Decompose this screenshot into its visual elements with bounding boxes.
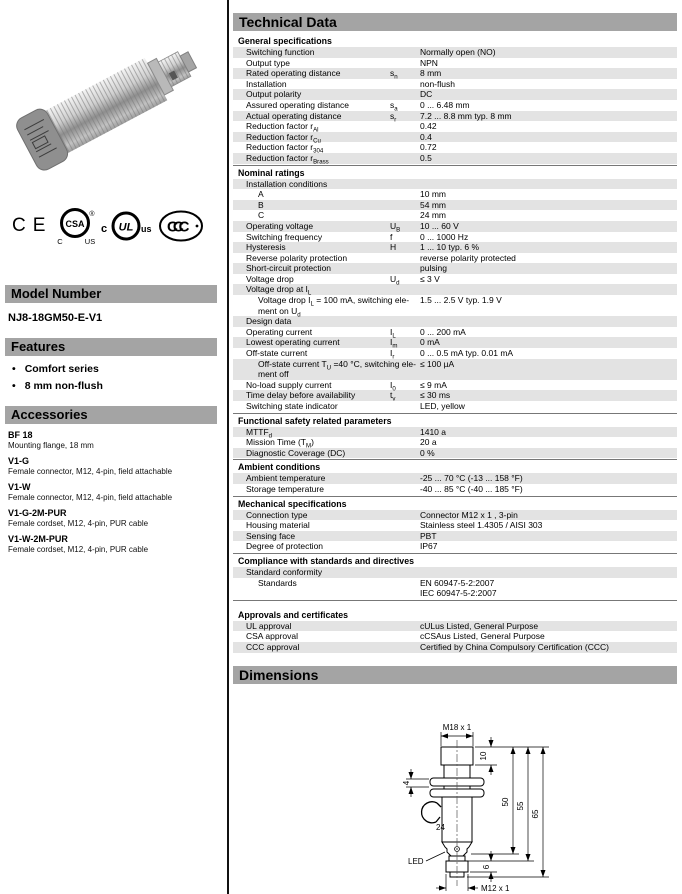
spec-symbol: $s_n$ [390,68,398,81]
spec-row [233,437,677,448]
spec-value: ≤ 9 mA [420,379,447,390]
ce-mark-icon: CE [12,215,53,236]
svg-text:CSA: CSA [65,219,85,229]
bullet-icon: • [12,363,16,375]
dimension-drawing [233,690,677,894]
spec-label: Operating voltage [246,220,314,231]
spec-row [233,473,677,484]
spec-row [233,284,677,298]
spec-label: Hysteresis [246,242,286,253]
spec-row [233,327,677,338]
spec-label: A [258,189,264,200]
spec-label: Time delay before availability [246,390,356,401]
csa-mark-icon [53,205,99,247]
dim-head-height-label: 10 [479,751,488,760]
spec-row [233,337,677,351]
spec-label: Operating current [246,326,313,337]
spec-label: Degree of protection [246,541,324,552]
spec-value: -40 ... 85 °C (-40 ... 185 °F) [420,483,523,494]
spec-label: Off-state current [246,348,308,359]
spec-row [233,578,677,599]
spec-label: Installation [246,78,287,89]
spec-label: B [258,199,264,210]
accessories-list [8,430,222,554]
model-number-value: NJ8-18GM50-E-V1 [8,312,103,324]
spec-label: Voltage drop [246,273,294,284]
spec-value: 0 ... 0.5 mA typ. 0.01 mA [420,348,514,359]
spec-row [233,380,677,391]
spec-label: $MTTF_d$ [246,426,273,440]
svg-text:C: C [57,237,63,246]
spec-value: 1410 a [420,426,446,437]
spec-symbol: $s_r$ [390,110,397,124]
spec-value: 0 % [420,447,435,458]
spec-label: Ambient temperature [246,473,326,484]
spec-value: 1 ... 10 typ. 6 % [420,242,480,253]
spec-value: ≤ 3 V [420,273,440,284]
spec-value: ≤ 100 µA [420,358,455,369]
spec-row [233,58,677,69]
spec-value: Connector M12 x 1 , 3-pin [420,509,518,520]
svg-text:c: c [101,223,108,235]
dim-length-to-shoulder-label: 55 [516,801,525,810]
accessory-description: Female cordset, M12, 4-pin, PUR cable [8,519,149,528]
spec-label: Design data [246,316,292,327]
spec-row [233,274,677,285]
spec-label: UL approval [246,620,292,631]
spec-label: Connection type [246,509,308,520]
spec-row [233,631,677,642]
spec-value: cCSAus Listed, General Purpose [420,631,545,642]
spec-label: Installation conditions [246,178,328,189]
dim-flange-thickness-label: 4 [402,780,411,785]
tech-section-header: Mechanical specifications [233,496,677,510]
spec-row [233,316,677,327]
spec-label: Assured operating distance [246,99,350,110]
dim-thread-bottom-label: M12 x 1 [481,883,510,893]
spec-row [233,642,677,653]
spec-label: Storage temperature [246,483,324,494]
product-photo [6,8,216,198]
accessory-name: V1-G [8,456,30,466]
spec-value: IP67 [420,541,438,552]
spec-label: Reduction factor $r_{Cu}$ [246,131,321,145]
accessory-name: V1-G-2M-PUR [8,508,67,518]
spec-row [233,47,677,58]
spec-value: ≤ 30 ms [420,390,451,401]
spec-label: Reduction factor $r_{Al}$ [246,121,319,134]
spec-row [233,427,677,438]
spec-label: Switching function [246,47,315,57]
accessory-description: Mounting flange, 18 mm [8,441,94,450]
spec-row [233,510,677,521]
accessory-item [8,456,222,476]
spec-label: Reduction factor $r_{Brass}$ [246,152,329,166]
spec-value: 0.4 [420,131,432,142]
spec-value: 0 mA [420,337,440,348]
spec-label: Standard conformity [246,566,323,577]
spec-value: 10 ... 60 V [420,220,459,231]
tech-section-header: Approvals and certificates [233,600,677,621]
spec-value: 24 mm [420,210,446,221]
accessory-name: V1-W [8,482,31,492]
tech-section-header: Nominal ratings [233,165,677,179]
dimension-svg [233,690,677,894]
features-list [0,363,222,392]
spec-label: No-load supply current [246,379,332,390]
spec-label: Reverse polarity protection [246,252,348,263]
spec-value: cULus Listed, General Purpose [420,620,539,631]
feature-text: 8 mm non-flush [24,380,103,392]
tech-section-header: Compliance with standards and directives [233,553,677,567]
spec-row [233,179,677,190]
spec-symbol: $s_a$ [390,99,398,113]
spec-row [233,232,677,243]
spec-symbol: $I_0$ [390,379,396,393]
spec-label: C [258,210,265,221]
spec-label: Standards [258,577,297,588]
svg-text:US: US [84,237,96,246]
spec-value: NPN [420,57,438,68]
technical-data-header: Technical Data [233,13,677,31]
dim-total-length-label: 65 [531,809,540,818]
spec-label: Lowest operating current [246,337,340,348]
feature-item [12,363,222,375]
spec-row [233,79,677,90]
spec-value: 0.72 [420,142,437,153]
spec-value: 0.42 [420,121,437,132]
svg-text:CCC: CCC [167,218,185,236]
dim-connector-length-label: 6 [482,864,491,869]
cul-us-mark-icon [99,208,155,244]
right-column [233,0,677,894]
spec-value: Certified by China Compulsory Certification (CCC) [420,641,609,652]
tech-section-header: General specifications [238,36,332,46]
spec-row [233,401,677,412]
spec-label: Output type [246,57,290,68]
spec-value: PBT [420,530,437,541]
spec-symbol: $I_L$ [390,326,396,340]
feature-item [12,380,222,392]
accessory-item [8,508,222,528]
spec-symbol: f [390,231,393,242]
left-column [0,0,222,554]
spec-value: Stainless steel 1.4305 / AISI 303 [420,520,543,531]
features-header: Features [5,338,217,356]
spec-row [233,210,677,221]
spec-value: 0.5 [420,152,432,163]
spec-row [233,142,677,156]
spec-row [233,153,677,164]
spec-row [233,621,677,632]
model-number-header: Model Number [5,285,217,303]
spec-row [233,295,677,319]
spec-value: pulsing [420,263,447,274]
spec-row [233,200,677,211]
spec-label: Housing material [246,520,310,531]
spec-value: 10 mm [420,189,446,200]
accessory-name: BF 18 [8,430,33,440]
tech-section-header: Functional safety related parameters [233,413,677,427]
spec-label: Sensing face [246,530,296,541]
spec-symbol: H [390,242,397,253]
spec-value: LED, yellow [420,401,465,411]
technical-table [233,34,677,653]
spec-label: Switching state indicator [246,401,338,411]
spec-symbol: $t_v$ [390,390,396,404]
column-divider [227,0,229,894]
dim-body-length-label: 50 [501,797,510,806]
spec-label: Reduction factor $r_{304}$ [246,142,324,156]
accessory-name: V1-W-2M-PUR [8,534,68,544]
spec-value: 0 ... 200 mA [420,326,466,337]
dim-thread-top-label: M18 x 1 [442,722,472,732]
spec-value: Normally open (NO) [420,47,496,57]
accessory-description: Female connector, M12, 4-pin, field attachable [8,493,173,502]
spec-symbol: $U_d$ [390,273,400,287]
spec-row [233,348,677,359]
spec-row [233,242,677,253]
spec-label: CCC approval [246,641,300,652]
spec-value: 20 a [420,437,437,448]
spec-value: -25 ... 70 °C (-13 ... 158 °F) [420,473,523,484]
spec-row [233,68,677,79]
spec-label: Off-state current $T_U =40$ °C, switching ele- ment off [258,358,416,380]
spec-label: Voltage drop $I_L = 100$ mA, switching ele- ment on $U_d$ [258,295,410,319]
spec-value: 7.2 ... 8.8 mm typ. 8 mm [420,110,512,121]
spec-value: 54 mm [420,199,446,210]
spec-label: Output polarity [246,89,302,100]
spec-row [233,567,677,578]
spec-row [233,189,677,200]
svg-text:®: ® [89,211,95,218]
accessory-item [8,534,222,554]
accessory-description: Female connector, M12, 4-pin, field attachable [8,467,173,476]
spec-value: reverse polarity protected [420,252,516,263]
spec-row [233,448,677,459]
spec-row [233,359,677,380]
dim-led-label: LED [408,856,424,866]
accessory-item [8,430,222,450]
spec-symbol: $U_B$ [390,220,401,234]
spec-label: CSA approval [246,631,298,642]
spec-label: Short-circuit protection [246,263,332,274]
spec-value: 0 ... 1000 Hz [420,231,469,242]
dimensions-header: Dimensions [233,666,677,684]
feature-text: Comfort series [24,363,99,375]
spec-row [233,100,677,111]
spec-symbol: $I_m$ [390,337,398,351]
spec-row [233,484,677,495]
spec-row [233,132,677,143]
bullet-icon: • [12,380,16,392]
spec-row [233,111,677,122]
spec-value: 8 mm [420,68,442,79]
svg-text:us: us [141,224,152,234]
spec-label: Actual operating distance [246,110,342,121]
spec-row [233,221,677,232]
spec-label: Rated operating distance [246,68,341,79]
svg-text:UL: UL [119,221,134,234]
tech-section-header: Ambient conditions [233,459,677,473]
sensor-photo-illustration [6,8,216,198]
spec-value: non-flush [420,78,455,89]
spec-value: 1.5 ... 2.5 V typ. 1.9 V [420,295,502,306]
spec-symbol: $I_r$ [390,348,395,361]
spec-value: EN 60947-5-2:2007 IEC 60947-5-2:2007 [420,577,497,599]
spec-row [233,531,677,542]
spec-row [233,390,677,404]
spec-label: Diagnostic Coverage (DC) [246,447,346,458]
spec-value: 0 ... 6.48 mm [420,99,470,110]
spec-label: Voltage drop at $I_L$ [246,284,312,298]
accessory-item [8,482,222,502]
spec-label: Switching frequency [246,231,323,242]
certification-marks [12,204,208,248]
spec-row [233,520,677,531]
spec-row [233,263,677,274]
accessories-header: Accessories [5,406,217,424]
ccc-mark-icon [156,208,208,244]
spec-row [233,89,677,100]
spec-label: Mission Time $(T_M)$ [246,437,314,450]
dim-wrench-size-label: 24 [436,822,445,832]
spec-row [233,253,677,264]
spec-value: DC [420,89,433,100]
spec-row [233,121,677,132]
accessory-description: Female cordset, M12, 4-pin, PUR cable [8,545,149,554]
spec-row [233,541,677,552]
